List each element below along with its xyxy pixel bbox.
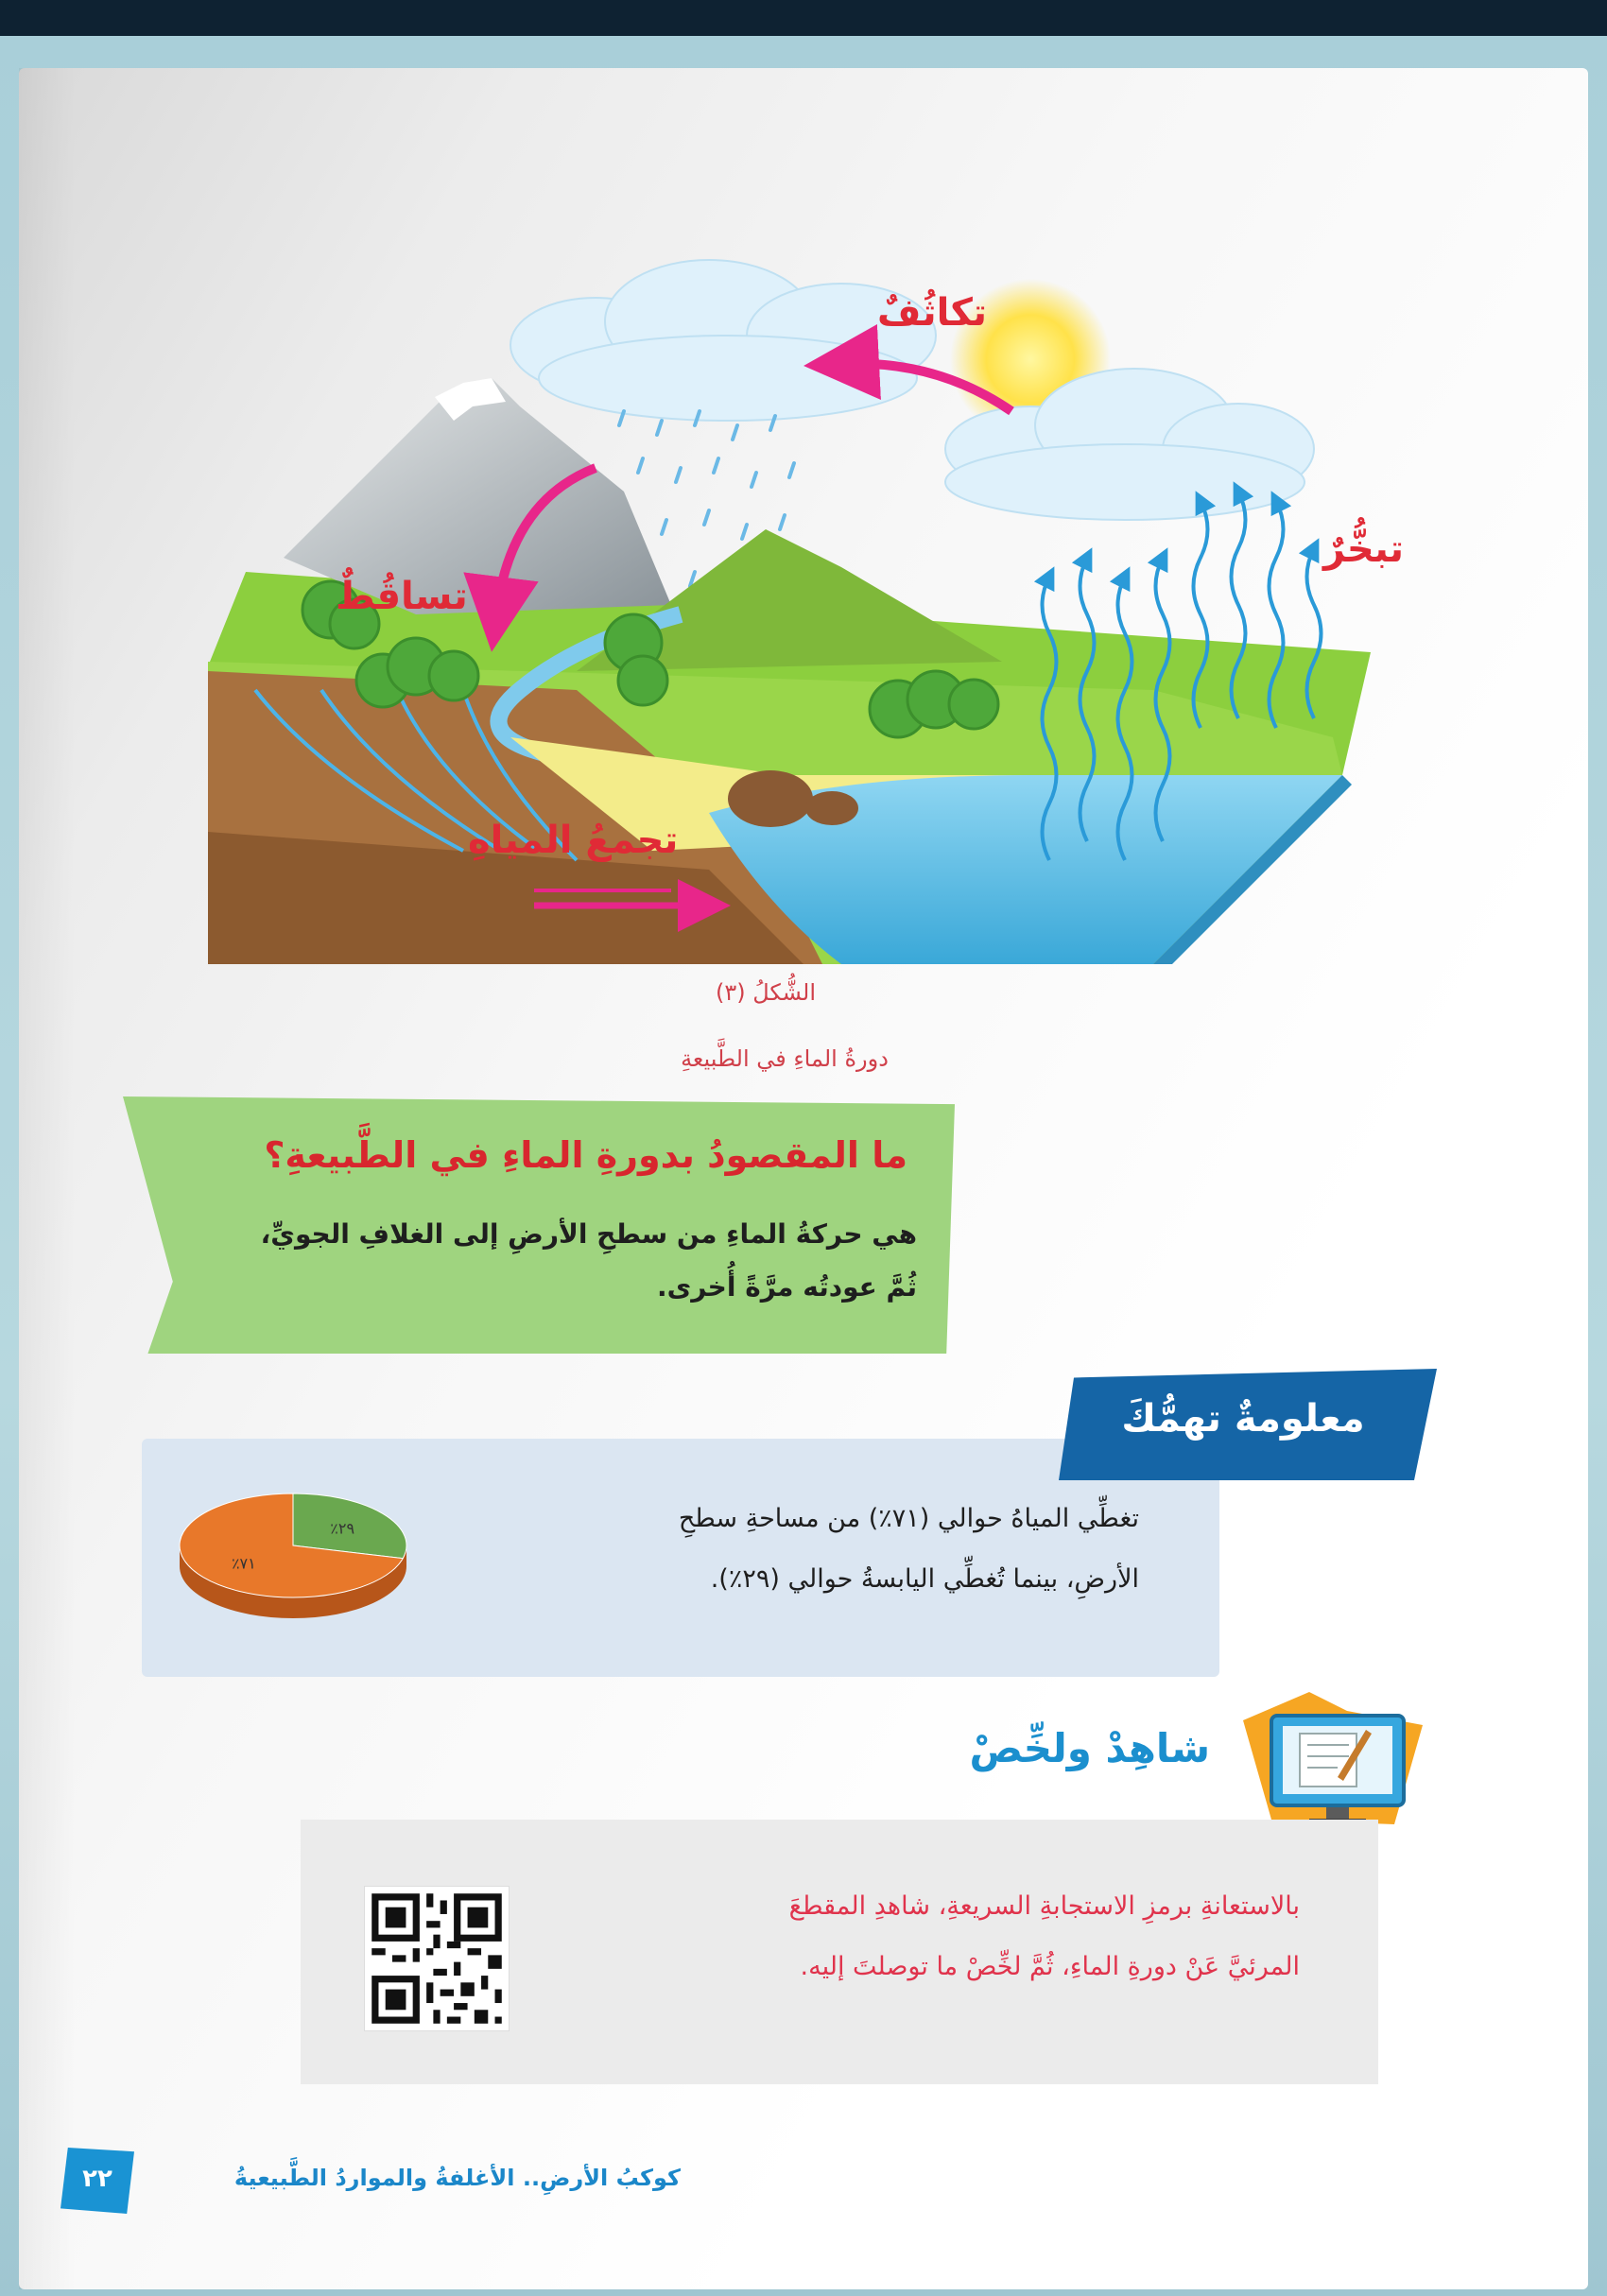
info-badge-title: معلومةٌ تهمُّكَ [1121,1397,1365,1441]
qr-code-icon [365,1887,509,2030]
viewer-top-bar [0,0,1607,36]
info-line-2: الأرضِ، بينما تُغطِّي اليابسةُ حوالي (٢٩٪). [710,1564,1139,1594]
definition-line-1: هي حركةُ الماءِ من سطحِ الأرضِ إلى الغلافِ الجويِّ، [260,1218,917,1250]
watch-line-1: بالاستعانةِ برمزِ الاستجابةِ السريعةِ، شاهدِ المقطعَ [788,1891,1300,1921]
watch-text [529,1876,1300,1997]
label-collection: تجمعُ المياهِ [468,819,679,862]
watch-title: شاهِدْ ولخِّصْ [969,1725,1210,1771]
info-line-1: تغطِّي المياهُ حوالي (٧١٪) من مساحةِ سطحِ [678,1504,1139,1533]
page-number: ٢٢ [82,2165,112,2193]
figure-caption: دورةُ الماءِ في الطَّبيعةِ [681,1045,889,1072]
land-water-pie-chart [165,1484,421,1635]
label-precipitation: تساقُطٌ [336,575,468,618]
pie-label-water: ٧١٪ [231,1554,256,1573]
definition-line-2: ثُمَّ عودتُه مرَّةً أُخرى. [656,1271,917,1303]
label-condensation: تكاثُفٌ [877,291,987,335]
watch-line-2: المرئيَّ عَنْ دورةِ الماءِ، ثُمَّ لخِّصْ ما توصلتَ إليه. [800,1952,1300,1981]
figure-number: الشُّكلُ (٣) [715,979,817,1006]
definition-title: ما المقصودُ بدورةِ الماءِ في الطَّبيعةِ؟ [264,1134,907,1176]
qr-code[interactable] [364,1886,510,2031]
computer-screen-icon [1234,1692,1442,1834]
footer-unit-title: كوكبُ الأرضِ.. الأغلفةُ والمواردُ الطَّبيعيةُ [233,2165,681,2191]
definition-text [161,1208,917,1314]
info-text [435,1489,1139,1610]
page-shadow [19,68,76,2289]
label-evaporation: تبخُّرٌ [1323,527,1405,571]
pie-label-land: ٢٩٪ [330,1519,355,1538]
